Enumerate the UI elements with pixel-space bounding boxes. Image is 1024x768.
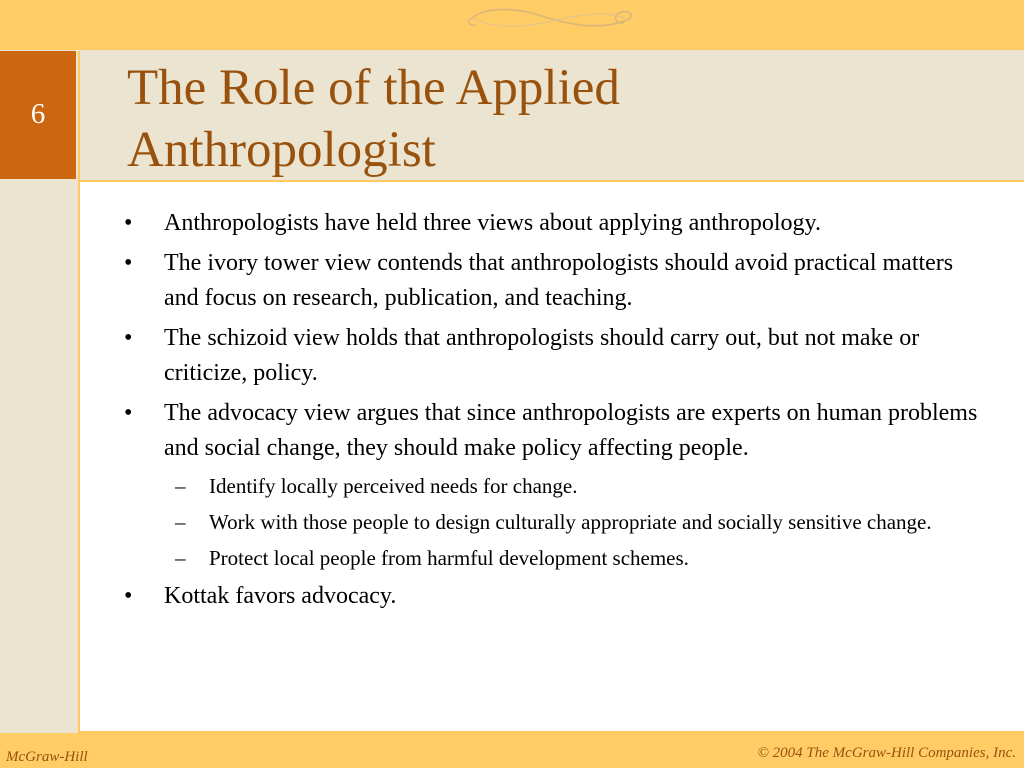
bullet-marker: •	[124, 400, 133, 426]
slide-title-line-2: Anthropologist	[127, 122, 436, 178]
bullet-text: The schizoid view holds that anthropologists should carry out, but not make or criticize, policy.	[164, 325, 920, 386]
sub-bullet-text: Identify locally perceived needs for change.	[209, 474, 578, 498]
sub-bullet-text: Work with those people to design culturally appropriate and socially sensitive change.	[209, 510, 932, 534]
left-strip	[0, 180, 78, 735]
slide-title-line-1: The Role of the Applied	[127, 60, 620, 116]
footer-copyright: © 2004 The McGraw-Hill Companies, Inc.	[757, 745, 1016, 761]
sub-bullet-marker: –	[175, 474, 186, 498]
bullet-marker: •	[124, 583, 133, 609]
slide-number: 6	[30, 97, 46, 130]
sub-bullet-item	[112, 471, 982, 502]
bullet-text: Anthropologists have held three views about applying anthropology.	[164, 210, 821, 236]
bullet-marker: •	[124, 250, 133, 276]
sub-bullet-marker: –	[175, 546, 186, 570]
bullet-item	[112, 396, 982, 466]
bullet-text: The ivory tower view contends that anthropologists should avoid practical matters and focus on research, publication, and teaching.	[164, 250, 954, 311]
bullet-text: Kottak favors advocacy.	[164, 583, 397, 609]
slide-title	[127, 57, 1007, 181]
bullet-item	[112, 579, 982, 614]
bullet-item	[112, 246, 982, 316]
footer-publisher: McGraw-Hill	[6, 749, 88, 765]
bullet-text: The advocacy view argues that since anthropologists are experts on human problems and social change, they should make policy affecting people.	[164, 400, 978, 461]
slide-number-box	[0, 51, 76, 179]
bullet-item	[112, 206, 982, 241]
sub-bullet-text: Protect local people from harmful development schemes.	[209, 546, 689, 570]
bullet-item	[112, 321, 982, 391]
bullet-list	[112, 206, 982, 619]
sub-bullet-item	[112, 543, 982, 574]
bullet-marker: •	[124, 210, 133, 236]
vertical-divider	[78, 51, 80, 735]
sub-bullet-item	[112, 507, 982, 538]
top-band	[0, 0, 1024, 50]
sub-bullet-marker: –	[175, 510, 186, 534]
bullet-marker: •	[124, 325, 133, 351]
swirl-ornament-icon	[462, 4, 637, 40]
